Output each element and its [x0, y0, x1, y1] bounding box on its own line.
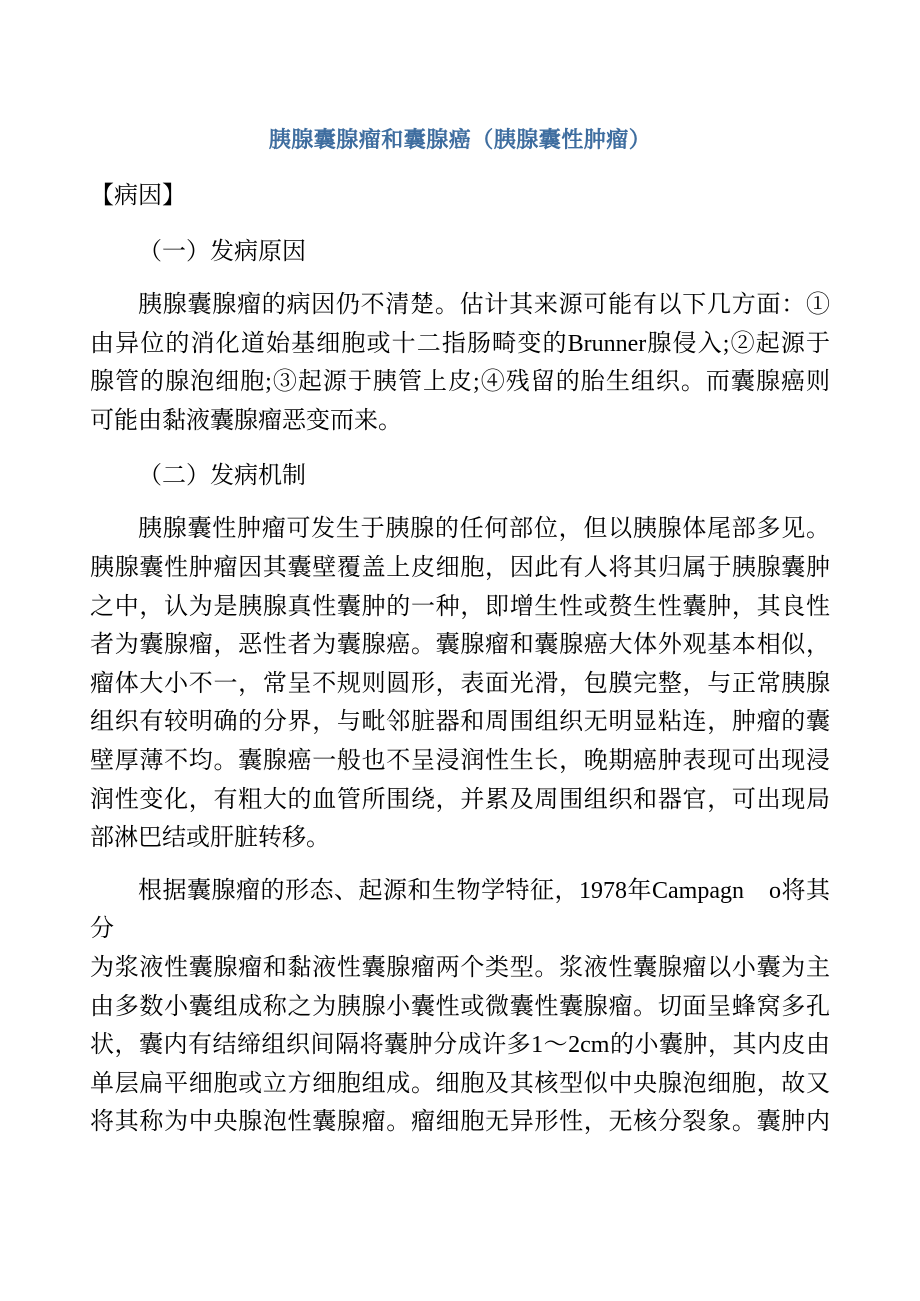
text-line: 将其称为中央腺泡性囊腺瘤。瘤细胞无异形性，无核分裂象。囊肿内 — [90, 1109, 830, 1136]
text-line: 壁厚薄不均。囊腺癌一般也不呈浸润性生长，晚期癌肿表现可出现浸 — [90, 747, 830, 774]
text-line: 可能由黏液囊腺瘤恶变而来。 — [90, 407, 402, 434]
paragraph-classification — [90, 872, 830, 1142]
paragraph-cause-of-disease — [90, 286, 830, 440]
text-line: 者为囊腺瘤，恶性者为囊腺癌。囊腺瘤和囊腺癌大体外观基本相似， — [90, 632, 830, 659]
text-line: 为浆液性囊腺瘤和黏液性囊腺瘤两个类型。浆液性囊腺瘤以小囊为主 — [90, 954, 830, 981]
text-line: 组织有较明确的分界，与毗邻脏器和周围组织无明显粘连，肿瘤的囊 — [90, 709, 830, 736]
text-line: 之中，认为是胰腺真性囊肿的一种，即增生性或赘生性囊肿，其良性 — [90, 593, 830, 620]
text-line: 根据囊腺瘤的形态、起源和生物学特征，1978年Campagn o将其分 — [90, 877, 830, 943]
text-line: 胰腺囊性肿瘤可发生于胰腺的任何部位，但以胰腺体尾部多见。 — [138, 516, 830, 543]
text-line: 胰腺囊腺瘤的病因仍不清楚。估计其来源可能有以下几方面：① — [138, 292, 830, 318]
sub-heading-cause-of-disease: （一）发病原因 — [138, 239, 306, 265]
heading-etiology: 【病因】 — [90, 183, 186, 209]
document-title: 胰腺囊腺瘤和囊腺癌（胰腺囊性肿瘤） — [268, 127, 652, 152]
text-line: 腺管的腺泡细胞;③起源于胰管上皮;④残留的胎生组织。而囊腺癌则 — [90, 369, 830, 396]
paragraph-pathogenesis — [90, 510, 830, 857]
text-line: 胰腺囊性肿瘤因其囊壁覆盖上皮细胞，因此有人将其归属于胰腺囊肿 — [90, 554, 830, 581]
text-line: 由异位的消化道始基细胞或十二指肠畸变的Brunner腺侵入;②起源于 — [90, 330, 830, 357]
text-line: 瘤体大小不一，常呈不规则圆形，表面光滑，包膜完整，与正常胰腺 — [90, 670, 830, 697]
text-line: 单层扁平细胞或立方细胞组成。细胞及其核型似中央腺泡细胞，故又 — [90, 1070, 830, 1097]
text-line: 部淋巴结或肝脏转移。 — [90, 825, 330, 852]
text-line: 润性变化，有粗大的血管所围绕，并累及周围组织和器官，可出现局 — [90, 786, 830, 813]
text-line: 状，囊内有结缔组织间隔将囊肿分成许多1〜2cm的小囊肿，其内皮由 — [90, 1032, 830, 1059]
text-line: 由多数小囊组成称之为胰腺小囊性或微囊性囊腺瘤。切面呈蜂窝多孔 — [90, 993, 830, 1020]
sub-heading-pathogenesis: （二）发病机制 — [138, 463, 306, 490]
